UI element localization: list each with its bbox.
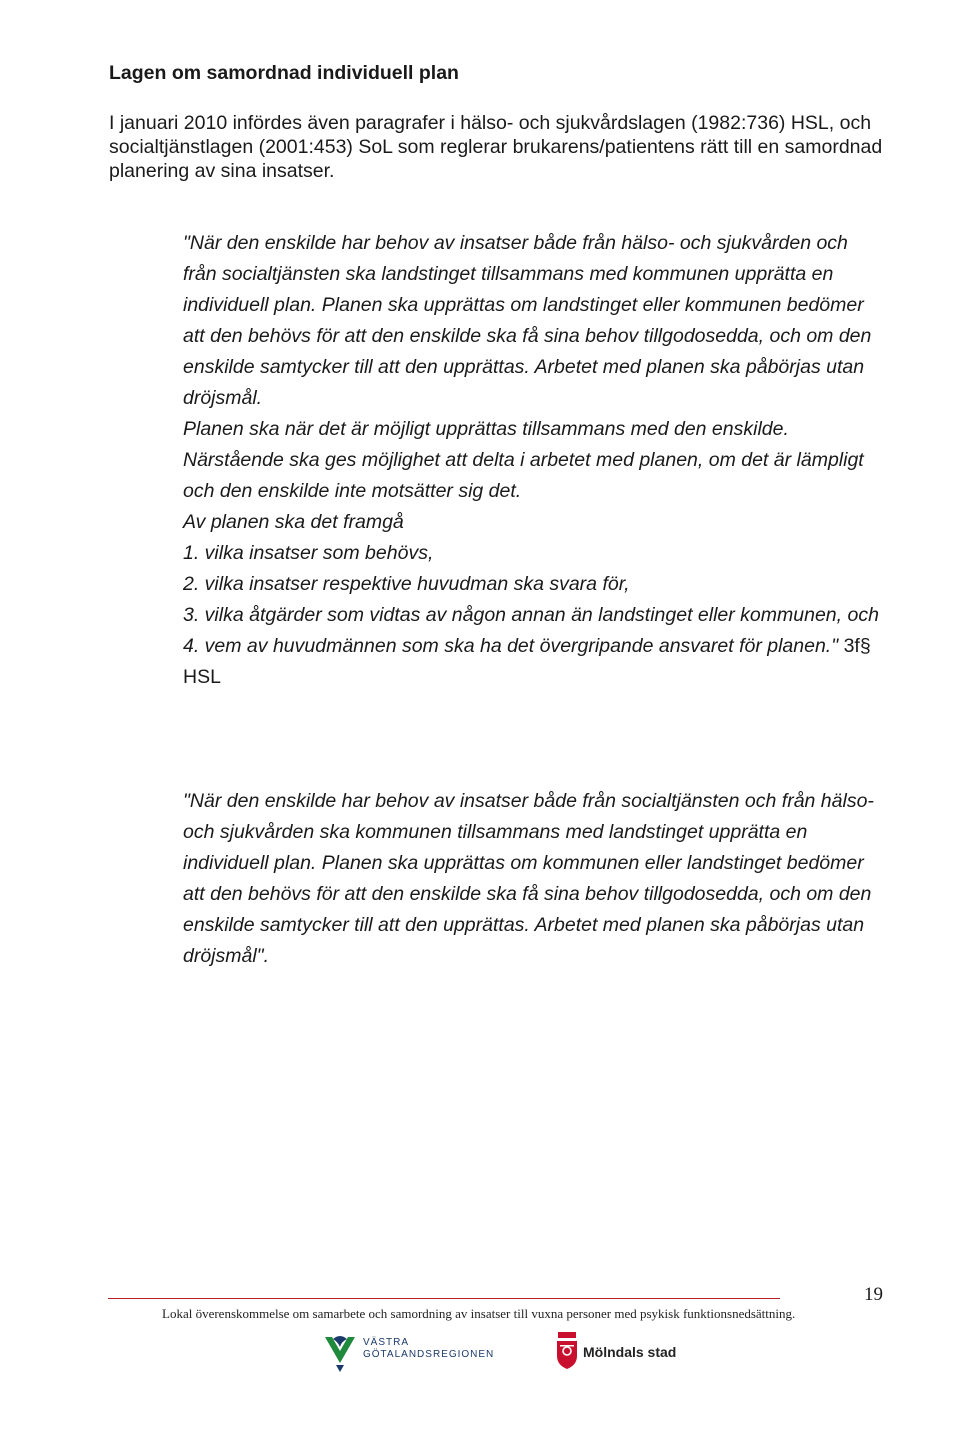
vgr-line-2: GÖTALANDSREGIONEN xyxy=(363,1349,495,1360)
molndals-stad-logo xyxy=(555,1332,695,1374)
hsl-quote xyxy=(183,228,883,693)
sol-quote xyxy=(183,786,883,972)
page-number: 19 xyxy=(864,1284,883,1305)
quote-paragraph: "När den enskilde har behov av insatser både från hälso- och sjukvården och från socialtjänsten ska landstinget tillsammans med kommunen upprätta en individuell plan. Planen ska upprättas om landstinget eller kommunen bedömer att den behövs för att den enskilde ska få sina behov tillgodosedda, och om den enskilde samtycker till att den upprättas. Arbetet med planen ska påbörjas utan dröjsmål. xyxy=(183,232,872,409)
quote-paragraph: Planen ska när det är möjligt upprättas tillsammans med den enskilde. Närstående ska ges möjlighet att delta i arbetet med planen, om det är lämpligt och den enskilde inte motsätter sig det. xyxy=(183,418,864,502)
intro-paragraph: I januari 2010 infördes även paragrafer i hälso- och sjukvårdslagen (1982:736) HSL, och socialtjänstlagen (2001:453) SoL som reglerar brukarens/patientens rätt till en samordnad planering av sina insatser. xyxy=(109,112,883,182)
vastra-gotalandsregionen-logo xyxy=(323,1333,513,1373)
list-item-text: 4. vem av huvudmännen som ska ha det övergripande ansvaret för planen." xyxy=(183,635,839,657)
citation: 3f§ HSL xyxy=(183,635,871,688)
footer-divider xyxy=(108,1298,780,1299)
list-item xyxy=(183,631,883,693)
list-item: 3. vilka åtgärder som vidtas av någon annan än landstinget eller kommunen, och xyxy=(183,604,879,626)
molndal-wordmark: Mölndals stad xyxy=(583,1344,677,1360)
section-heading: Lagen om samordnad individuell plan xyxy=(109,62,459,84)
quote-paragraph: "När den enskilde har behov av insatser både från socialtjänsten och från hälso- och sjukvården ska kommunen tillsammans med landstinget upprätta en individuell plan. Planen ska upprättas om kommunen eller landstinget bedömer att den behövs för att den enskilde ska få sina behov tillgodosedda, och om den enskilde samtycker till att den upprättas. Arbetet med planen ska påbörjas utan dröjsmål". xyxy=(183,790,874,967)
list-item: 1. vilka insatser som behövs, xyxy=(183,542,434,564)
molndal-crest-icon xyxy=(555,1332,579,1370)
footer-text: Lokal överenskommelse om samarbete och samordning av insatser till vuxna personer med psykisk funktionsnedsättning. xyxy=(162,1306,796,1321)
vgr-wordmark xyxy=(363,1337,494,1361)
vgr-emblem-icon xyxy=(323,1333,357,1373)
list-intro: Av planen ska det framgå xyxy=(183,511,404,533)
vgr-line-1: VÄSTRA xyxy=(363,1337,410,1348)
list-item: 2. vilka insatser respektive huvudman ska svara för, xyxy=(183,573,630,595)
